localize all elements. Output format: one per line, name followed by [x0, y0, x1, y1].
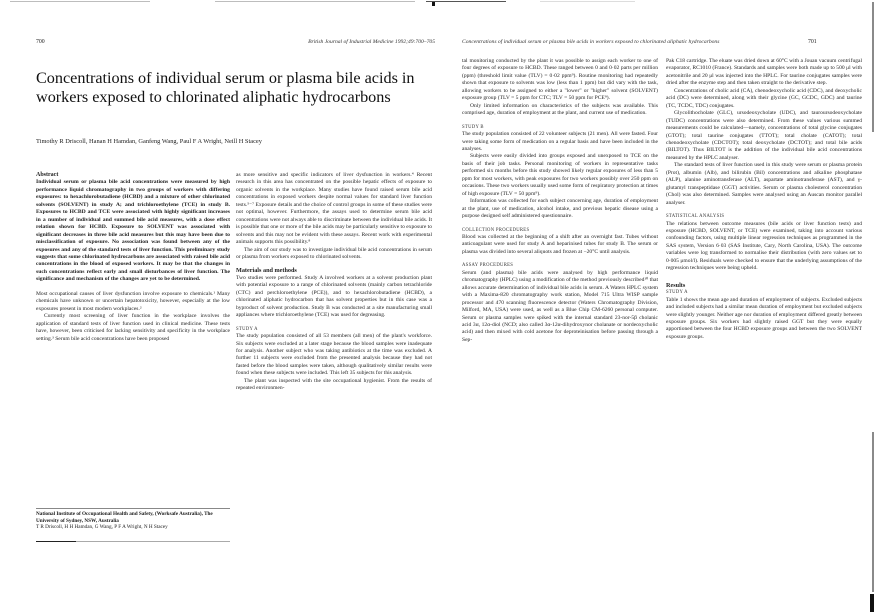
section-heading-results: Results [666, 281, 686, 289]
scan-gutter-bar [870, 594, 874, 612]
body-paragraph: The relations between outcome measures (bile acids or liver function tests) and exposure (HCBD, SOLVENT, or TCE) were examined, taking into account various confounding factors, using multiple linear regression techniques as programmed in the SAS system, Version 6·03 (SAS Institute, Cary, North Carolina, USA). The outcome variables were log transformed to normalise their distribution (with zero values set to 0·005 μmol/l). Residuals were checked to ensure that the underlying assumptions of the regression techniques were being upheld. [666, 220, 862, 272]
page-number-left: 700 [36, 39, 45, 45]
abstract-text: Individual serum or plasma bile acid concentrations were measured by high performance liquid chromatography in two groups of workers with differing exposures: to hexachlorobutadiene (HCBD) and a mixture of other chlorinated solvents (SOLVENT) in study A; and trichloroethylene (TCE) in study B. Exposures to HCBD and TCE were associated with highly significant increases in a number of individual and summed bile acid measures, with a dose effect relation shown for HCBD. Exposure to SOLVENT was associated with significant decreases in three bile acid measures but this may have been due to misclassification of exposure. No association was found between any of the exposures and any of the standard tests of liver function. This preliminary study suggests that some chlorinated hydrocarbons are associated with raised bile acid concentrations in the blood of exposed workers. It may be that the changes in such concentrations reflect early and small disturbances of liver function. The significance and mechanism of the changes are yet to be determined. [36, 179, 230, 283]
intro-paragraph: Most occupational causes of liver dysfunction involve exposure to chemicals.¹ Many chemicals have unknown or uncertain hepatotoxicity, however, especially at the low exposures present in most modern workplaces.² [36, 290, 230, 312]
column-1 [36, 172, 230, 343]
body-paragraph: Information was collected for each subject concerning age, duration of employment at the plant, use of medication, alcohol intake, and previous hepatic disease using a purpose designed self administered questionnaire. [462, 198, 658, 220]
body-paragraph: Table 1 shows the mean age and duration of employment of subjects. Excluded subjects and included subjects had a similar mean duration of employment but excluded subjects were slightly younger. Neither age nor duration of employment differed greatly between exposure groups. Six workers had slightly raised GGT but they were equally apportioned between the four HCBD exposure groups and between the two SOLVENT exposure groups. [666, 296, 862, 340]
body-paragraph: The standard tests of liver function used in this study were serum or plasma protein (Prot), albumin (Alb), and bilirubin (Bil) concentrations and alkaline phosphatase (ALP), alanine aminotransferase (ALT), aspartate aminotransferase (AST), and γ-glutamyl transpeptidase (GGT) activities. Serum or plasma cholesterol concentration (Chol) was also determined. Samples were analysed using an Auscan monitor parallel analyser. [666, 162, 862, 206]
body-paragraph: The study population consisted of all 53 members (all men) of the plant's workforce. Six subjects were excluded at a later stage because the blood samples were inadequate for analysis. Another subject who was taking antibiotics at the time was excluded. A further 11 subjects were excluded from the presented analysis because they had not fasted before the blood samples were taken, although qualitatively similar results were found when these subjects were included. This left 35 subjects for this analysis. [236, 333, 432, 377]
affiliation-names: T R Driscoll, H H Hamdan, G Wang, P F A Wright, N H Stacey [36, 524, 168, 531]
article-title: Concentrations of individual serum or plasma bile acids in workers exposed to chlorinated aliphatic hydrocarbons [36, 68, 415, 106]
body-paragraph: Pak C18 cartridge. The eluate was dried down at 60°C with a Jouan vacuum centrifugal evaporator, RC1010 (France). Standards and samples were both made up to 500 μl with acetonitrile and 20 μl was injected into the HPLC. For taurine conjugates samples were dried after the enzyme step and then taken straight to the derivative step. [666, 58, 862, 87]
body-paragraph: Only limited information on characteristics of the subjects was available. This comprised age, duration of employment at the plant, and current use of medication. [462, 102, 658, 117]
body-paragraph: as more sensitive and specific indicators of liver dysfunction in workers.⁴ Recent research in this area has concentrated on the possible hepatic effects of exposure to organic solvents in the workplace. Many studies have found raised serum bile acid concentrations in exposed workers despite normal values for standard liver function tests.⁵⁻⁷ Exposure details and the choice of control groups in some of these studies were not optimal, however. Furthermore, the assays used to determine serum bile acid concentrations were not always able to discriminate between the individual bile acids. It is possible that one or more of the bile acids may be particularly sensitive to exposure to solvents and this may not be evident with these assays. Recent work with experimental animals supports this possibility.⁸ [236, 172, 432, 246]
scan-gutter-bar [872, 432, 874, 592]
affiliation-institution: National Institute of Occupational Health and Safety, (Worksafe Australia), The University of Sydney, NSW, Australia [36, 511, 213, 524]
body-paragraph: The plant was inspected with the site occupational hygienist. From the results of repeated environmen- [236, 377, 432, 392]
affiliation-footnote [36, 508, 230, 531]
subsection-heading-results-study-a: STUDY A [666, 290, 688, 296]
column-4 [666, 58, 862, 341]
page-number-right: 701 [808, 39, 817, 45]
body-paragraph: Concentrations of cholic acid (CA), chenodeoxycholic acid (CDC), and deoxycholic acid (DC) were determined, along with their glycine (GC, GCDC, GDC) and taurine (TC, TCDC, TDC) conjugates. [666, 87, 862, 109]
scan-edge-rule [215, 1, 415, 2]
footnote-rule [36, 541, 76, 542]
running-head-left: British Journal of Industrial Medicine 1992;49:700–705 [308, 39, 435, 45]
subsection-heading-study-a: STUDY A [236, 326, 258, 332]
body-paragraph: Serum (and plasma) bile acids were analysed by high performance liquid chromatography (HPLC) using a modification of the method previously described¹⁰ that allows accurate determination of individual bile acids in serum. A Waters HPLC system with a Maxima-820 chromatography work station, Model 715 Ultra WISP sample processor and 470 scanning fluorescence detector (Waters Chromatography Division, Milford, MA, USA) were used, as well as a Blue Chip CM-6260 personal computer. Serum or plasma samples were spiked with the internal standard 23-nor-5β cholanic acid 3α, 12α-diol (NCD; also called 3α-12α-dihydroxynor cholanate or nordeoxycholic acid) and then mixed with cold acetone for deproteinisation before passing through a Sep- [462, 269, 658, 343]
scan-edge-rule [540, 1, 635, 2]
body-paragraph: Subjects were easily divided into groups exposed and unexposed to TCE on the basis of their job tasks. Personal monitoring of workers in representative tasks performed six months before this study showed likely regular exposures of less than 5 ppm for most workers, with peak exposures for two workers possibly over 250 ppm on occasions. These two workers usually used some form of respiratory protection at times of high exposure (TLV = 50 ppm⁹). [462, 153, 658, 197]
subsection-heading-study-b: STUDY B [462, 124, 484, 130]
section-heading-methods: Materials and methods [236, 267, 297, 275]
body-paragraph: Glycolithocholate (GLC), ursodeoxycholate (UDC), and tauroursodeoxycholate (TUDC) concentrations were also determined. From these values various summed measurements could be calculated—namely, concentrations of total glycine conjugates (GTOT); total taurine conjugates (TTOT); total cholate (CATOT); total chenodeoxycholate (CDCTOT); total deoxycholate (DCTOT); and total bile acids (BILTOT). Thus BILTOT is the addition of the individual bile acid concentrations measured by the HPLC analyser. [666, 110, 862, 161]
subsection-heading-collection: COLLECTION PROCEDURES [462, 227, 530, 233]
scan-gutter-bar [872, 2, 874, 132]
crop-mark-icon [432, 2, 435, 6]
author-list: Timothy R Driscoll, Hanan H Hamdan, Ganfeng Wang, Paul F A Wright, Neill H Stacey [36, 138, 262, 145]
body-paragraph: The aim of our study was to investigate individual bile acid concentrations in serum or plasma from workers exposed to chlorinated solvents. [236, 246, 432, 260]
scan-edge-rule [426, 1, 506, 2]
body-paragraph: Two studies were performed. Study A involved workers at a solvent production plant with potential exposure to a range of chlorinated solvents (mainly carbon tetrachloride (CTC) and perchloroethylene (PCE)), and to hexachlorobutadiene (HCBD), a chlorinated aliphatic hydrocarbon that has solvent properties but in this case was a byproduct of solvent production. Study B was conducted at a site manufacturing small appliances where trichloroethylene (TCE) was used for degreasing. [236, 274, 432, 319]
subsection-heading-assay: ASSAY PROCEDURES [462, 263, 514, 269]
body-paragraph: tal monitoring conducted by the plant it was possible to assign each worker to one of four degrees of exposure to HCBD. These ranged between 0 and 0·02 parts per million (ppm) (threshold limit value (TLV) = 0·02 ppm⁹). Routine monitoring had repeatedly shown that exposure to solvents was low (less than 1 ppm) but did vary with the task, allowing workers to be assigned to either a "lower" or "higher" solvent (SOLVENT) exposure group (TLV = 5 ppm for CTC; TLV = 50 ppm for PCE⁹). [462, 58, 658, 102]
scan-edge-rule [10, 1, 150, 2]
column-3 [462, 58, 658, 344]
body-paragraph: The study population consisted of 22 volunteer subjects (21 men). All were fasted. Four were taking some form of medication on a regular basis and have been included in the analyses. [462, 131, 658, 152]
body-paragraph: Blood was collected at the beginning of a shift after an overnight fast. Tubes without anticoagulant were used for study A and heparinised tubes for study B. The serum or plasma was divided into several aliquots and frozen at −20°C until analysis. [462, 233, 658, 255]
intro-paragraph: Currently most screening of liver function in the workplace involves the application of standard tests of liver function used in clinical medicine. These tests have, however, been criticised for lacking sensitivity and specificity in the workplace setting.³ Serum bile acid concentrations have been proposed [36, 313, 230, 342]
column-2 [236, 172, 432, 393]
running-head-right: Concentrations of individual serum or plasma bile acids in workers exposed to chlorinated aliphatic hydrocarbons [462, 39, 720, 45]
subsection-heading-statistics: STATISTICAL ANALYSIS [666, 214, 725, 220]
abstract-heading: Abstract [36, 172, 59, 178]
